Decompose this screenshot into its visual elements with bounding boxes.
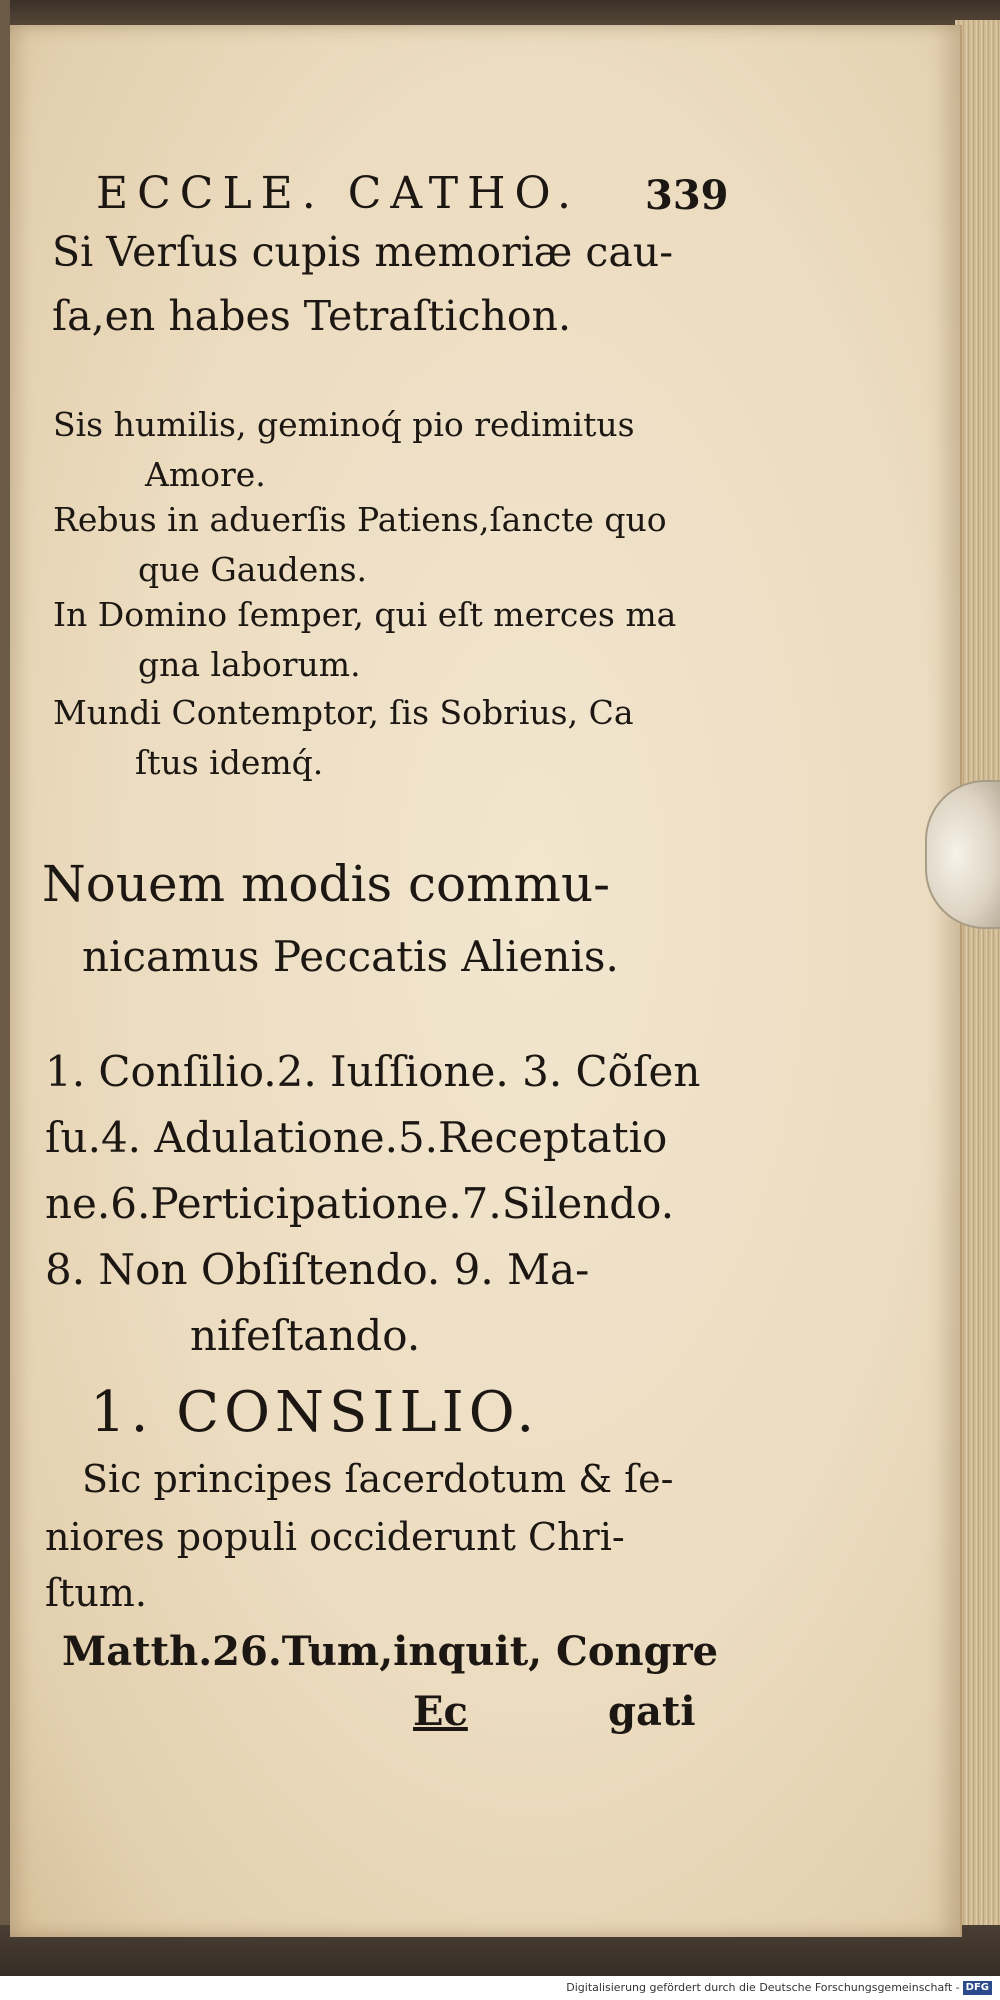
verse-line: In Domino ſemper, qui eſt merces ma (53, 595, 677, 634)
list-line: ſu.4. Adulatione.5.Receptatio (45, 1113, 668, 1162)
list-line: 8. Non Obſiſtendo. 9. Ma- (45, 1245, 590, 1294)
running-head: ECCLE. CATHO. (96, 168, 580, 219)
catchword: gati (608, 1688, 696, 1735)
body-line: Sic principes ſacerdotum & ſe- (82, 1457, 674, 1501)
page-number: 339 (645, 172, 729, 219)
intro-line: ſa,en habes Tetraſtichon. (52, 292, 571, 340)
footer-text: Digitalisierung gefördert durch die Deutsche Forschungsgemeinschaft - (566, 1981, 960, 1994)
book-page (10, 25, 962, 1937)
verse-line: Rebus in aduerſis Patiens,ſancte quo (53, 500, 667, 539)
heading-line: nicamus Peccatis Alienis. (82, 932, 619, 981)
section-title: 1. CONSILIO. (90, 1380, 540, 1445)
book-left-edge (0, 0, 10, 2000)
dfg-logo: DFG (963, 1981, 992, 1995)
signature-mark: Ec (413, 1688, 468, 1735)
list-line: ne.6.Perticipatione.7.Silendo. (45, 1179, 675, 1228)
body-line: ſtum. (45, 1571, 147, 1615)
intro-line: Si Verſus cupis memoriæ cau- (52, 228, 674, 276)
verse-line: ſtus idemq́. (135, 743, 324, 782)
verse-line: Amore. (145, 455, 266, 494)
body-line: Matth.26.Tum,inquit, Congre (62, 1628, 719, 1675)
verse-line: Sis humilis, geminoq́ pio redimitus (53, 405, 635, 444)
verse-line: Mundi Contemptor, ſis Sobrius, Ca (53, 693, 634, 732)
body-line: niores populi occiderunt Chri- (45, 1515, 625, 1559)
list-line: 1. Conſilio.2. Iuſſione. 3. Cõſen (45, 1047, 701, 1096)
heading-line: Nouem modis commu- (42, 855, 611, 913)
verse-line: gna laborum. (138, 645, 361, 684)
footer (0, 1976, 1000, 2000)
verse-line: que Gaudens. (138, 550, 368, 589)
list-line: nifeſtando. (190, 1311, 421, 1360)
